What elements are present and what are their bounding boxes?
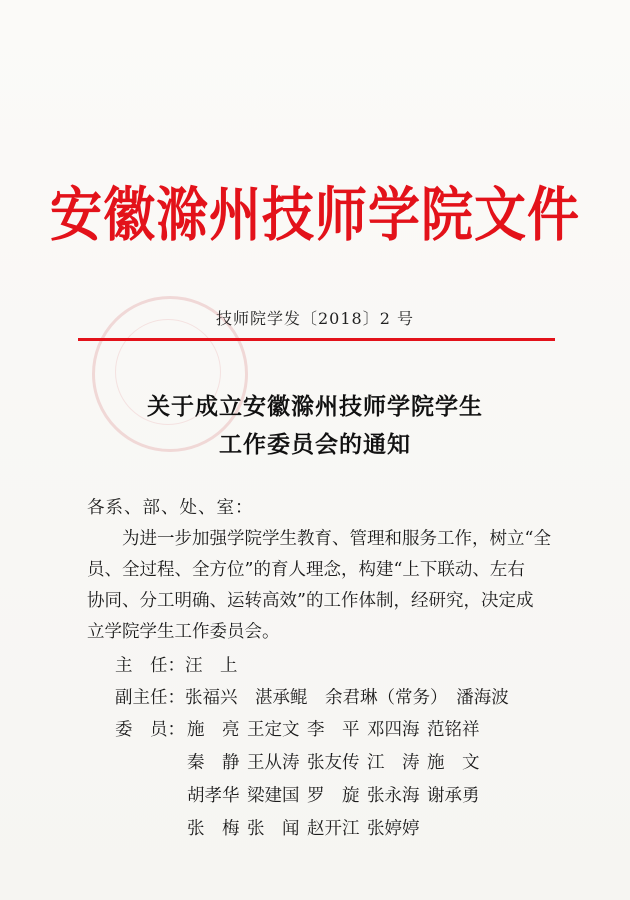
member-name: 邓四海 xyxy=(367,720,420,740)
document-number: 技师院学发〔2018〕2 号 xyxy=(216,309,414,328)
member-name: 梁建国 xyxy=(247,786,300,806)
member-name: 张友传 xyxy=(307,753,360,773)
member-name: 张婷婷 xyxy=(367,819,420,839)
member-name: 赵开江 xyxy=(307,819,360,839)
paragraph-line: 员、全过程、全方位”的育人理念，构建“上下联动、左右 xyxy=(87,560,525,580)
committee-members-grid xyxy=(187,716,487,848)
member-name: 王从涛 xyxy=(247,753,300,773)
committee-vice-row xyxy=(115,684,509,709)
paragraph-line: 立学院学生工作委员会。 xyxy=(87,622,280,642)
vice-label: 副主任： xyxy=(115,688,185,708)
member-name: 罗 旋 xyxy=(307,786,360,806)
member-name: 范铭祥 xyxy=(427,720,480,740)
member-name: 谢承勇 xyxy=(427,786,480,806)
chair-label: 主 任： xyxy=(115,656,185,676)
members-row xyxy=(187,749,487,782)
member-name: 李 平 xyxy=(307,720,360,740)
member-name: 张 梅 xyxy=(187,819,240,839)
notice-title-line-2: 工作委员会的通知 xyxy=(219,431,411,458)
notice-paragraph xyxy=(87,524,551,648)
members-row xyxy=(187,716,487,749)
paragraph-line: 协同、分工明确、运转高效”的工作体制，经研究，决定成 xyxy=(87,591,534,611)
paragraph-line: 为进一步加强学院学生教育、管理和服务工作，树立“全 xyxy=(122,529,551,549)
member-name: 王定文 xyxy=(247,720,300,740)
notice-title-line-1: 关于成立安徽滁州技师学院学生 xyxy=(147,393,483,420)
members-row xyxy=(187,782,487,815)
salutation: 各系、部、处、室： xyxy=(87,498,254,518)
member-name: 江 涛 xyxy=(367,753,420,773)
committee-members-label-row xyxy=(115,716,185,741)
member-name: 施 亮 xyxy=(187,720,240,740)
members-label: 委 员： xyxy=(115,720,185,740)
member-name: 张永海 xyxy=(367,786,420,806)
member-name: 秦 静 xyxy=(187,753,240,773)
member-name: 施 文 xyxy=(427,753,480,773)
vice-names: 张福兴 湛承鲲 余君琳（常务） 潘海波 xyxy=(185,688,509,708)
committee-chair-row xyxy=(115,652,238,677)
member-name: 胡孝华 xyxy=(187,786,240,806)
member-name: 张 闻 xyxy=(247,819,300,839)
chair-name: 汪 上 xyxy=(185,656,238,676)
letterhead-title: 安徽滁州技师学院文件 xyxy=(49,181,580,250)
red-divider-line xyxy=(78,338,555,341)
members-row xyxy=(187,815,487,848)
